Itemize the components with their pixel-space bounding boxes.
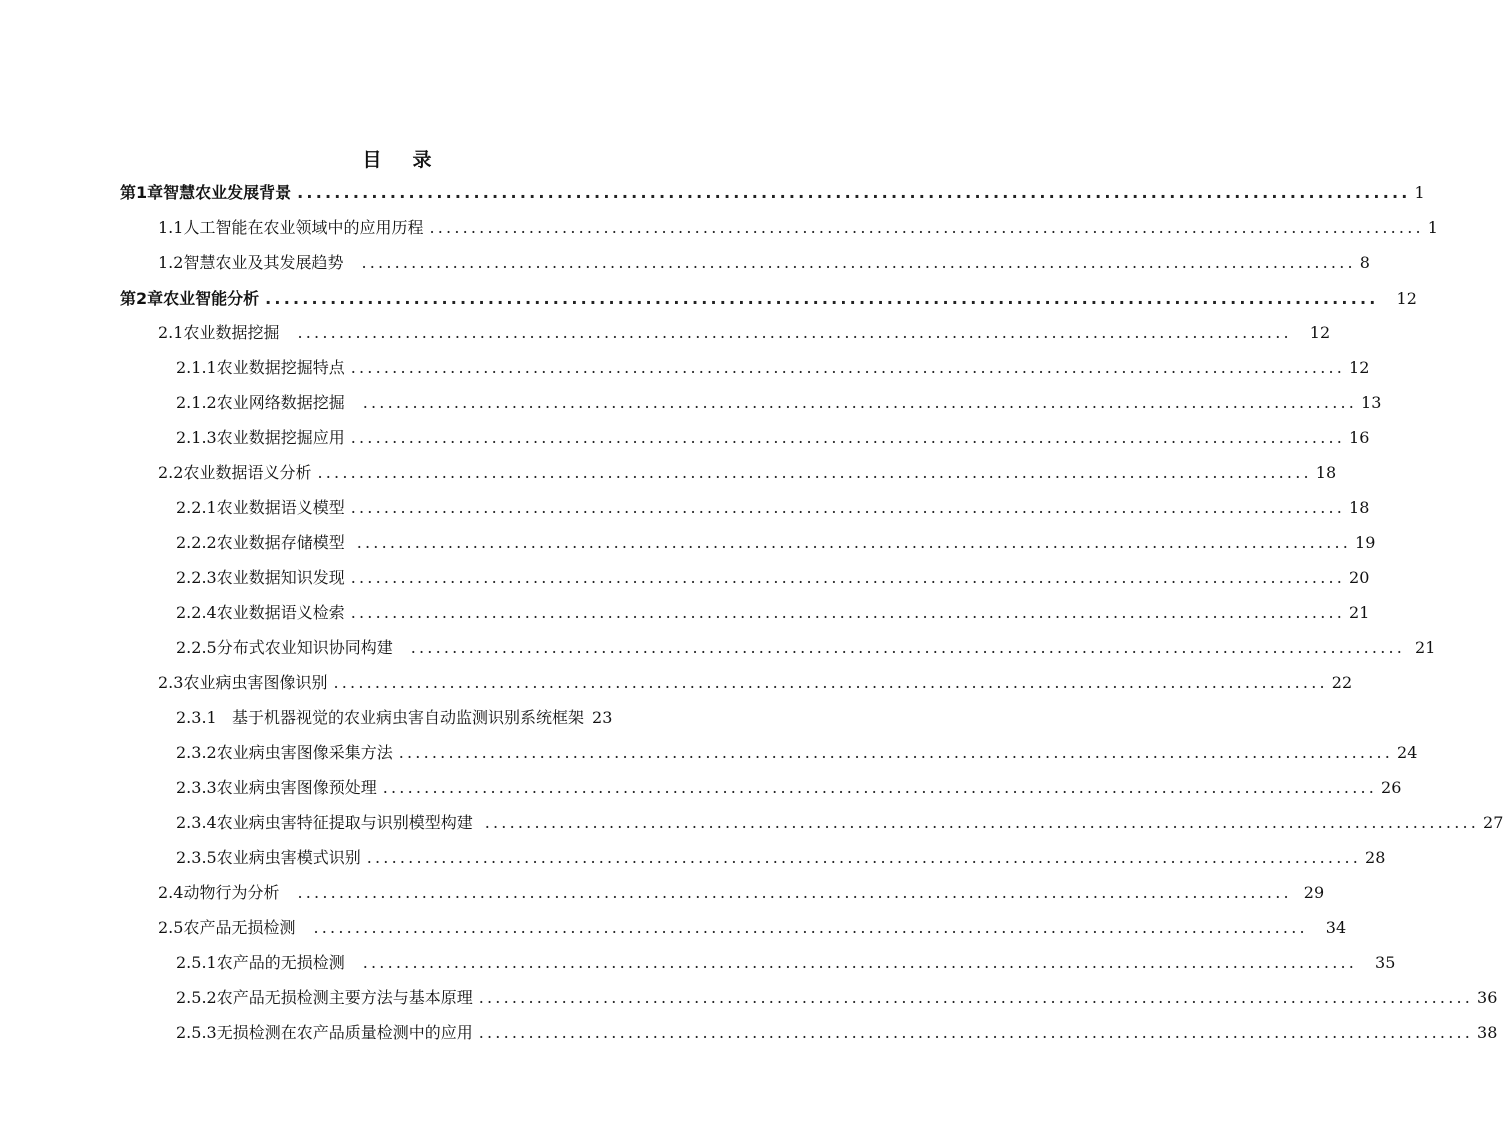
toc-leader-dots: ........................................................................................................................	[297, 883, 1292, 902]
toc-entry-number: 2.3.1	[176, 708, 217, 727]
toc-entry-number: 2.3.4	[176, 813, 217, 832]
toc-leader-dots: ........................................................................................................................	[350, 568, 1346, 587]
toc-entry-title: 农业数据挖掘	[183, 323, 280, 342]
toc-entry-page: 1	[1414, 183, 1425, 202]
toc-leader-dots: ........................................................................................................................	[265, 289, 1379, 308]
toc-leader-dots: ........................................................................................................................	[297, 323, 1292, 342]
toc-entry-page: 21	[1415, 638, 1436, 657]
toc-entry[interactable]	[158, 320, 1331, 344]
toc-entry[interactable]	[176, 740, 1418, 764]
toc-entry[interactable]	[176, 425, 1370, 449]
toc-leader-dots: ........................................................................................................................	[297, 183, 1411, 202]
toc-entry[interactable]	[158, 250, 1370, 274]
toc-entry-number: 2.2.5	[176, 638, 217, 657]
toc-leader-dots: ........................................................................................................................	[362, 953, 1358, 972]
toc-entry-number: 2.1.2	[176, 393, 217, 412]
toc-entry-title: 分布式农业知识协同构建	[216, 638, 393, 657]
toc-leader-dots: ........................................................................................................................	[361, 253, 1356, 272]
toc-entry-page: 20	[1349, 568, 1370, 587]
toc-entry[interactable]	[176, 355, 1370, 379]
toc-entry-title: 农业数据知识发现	[216, 568, 345, 587]
toc-entry-number: 2.5.1	[176, 953, 217, 972]
toc-leader-dots: ........................................................................................................................	[478, 988, 1474, 1007]
toc-entry-number: 2.3.2	[176, 743, 217, 762]
toc-leader-dots: ........................................................................................................................	[478, 1023, 1474, 1042]
toc-entry[interactable]	[176, 705, 678, 729]
toc-entry-page: 12	[1349, 358, 1370, 377]
toc-entry-page: 18	[1315, 463, 1337, 482]
toc-entry-page: 27	[1483, 813, 1503, 832]
toc-entry-title: 农产品无损检测主要方法与基本原理	[216, 988, 473, 1007]
toc-leader-dots: ........................................................................................................................	[317, 463, 1312, 482]
toc-entry-number: 2.2.4	[176, 603, 217, 622]
toc-entry[interactable]	[176, 985, 1498, 1009]
toc-entry-number: 2.3.5	[176, 848, 217, 867]
toc-entry[interactable]	[158, 915, 1347, 939]
toc-entry[interactable]	[120, 180, 1425, 204]
toc-entry-number: 第2章	[120, 289, 164, 308]
toc-entry-title: 农业数据存储模型	[216, 533, 345, 552]
toc-entry-title: 农业病虫害模式识别	[216, 848, 361, 867]
page-title-part1: 目	[362, 149, 383, 171]
toc-entry-title: 农业病虫害图像预处理	[216, 778, 377, 797]
toc-leader-dots: ........................................................................................................................	[362, 393, 1358, 412]
toc-entry-page: 24	[1397, 743, 1418, 762]
toc-entry-page: 34	[1325, 918, 1347, 937]
toc-entry-number: 2.5.2	[176, 988, 217, 1007]
toc-leader-dots: ........................................................................................................................	[356, 533, 1352, 552]
toc-entry[interactable]	[176, 390, 1382, 414]
toc-entry-number: 2.4	[158, 883, 184, 902]
toc-leader-dots: ........................................................................................................................	[350, 498, 1346, 517]
toc-entry[interactable]	[158, 215, 1438, 239]
toc-leader-dots: ........................................................................................................................	[313, 918, 1308, 937]
toc-entry-page: 22	[1331, 673, 1353, 692]
toc-leader-dots: ........................................................................................................................	[429, 218, 1424, 237]
toc-entry[interactable]	[176, 950, 1396, 974]
toc-entry[interactable]	[158, 670, 1353, 694]
toc-entry[interactable]	[176, 775, 1402, 799]
toc-leader-dots: ........................................................................................................................	[366, 848, 1362, 867]
toc-entry-number: 2.1.1	[176, 358, 217, 377]
toc-leader-dots: ........................................................................................................................	[350, 358, 1346, 377]
toc-entry-page: 38	[1477, 1023, 1498, 1042]
toc-entry-page: 1	[1427, 218, 1438, 237]
toc-entry-title: 农业智能分析	[163, 289, 260, 308]
toc-entry-title: 人工智能在农业领域中的应用历程	[183, 218, 424, 237]
toc-entry[interactable]	[176, 530, 1376, 554]
toc-entry[interactable]	[176, 635, 1436, 659]
toc-entry-page: 8	[1359, 253, 1370, 272]
toc-leader-dots: ........................................................................................................................	[350, 603, 1346, 622]
toc-entry-page: 19	[1355, 533, 1376, 552]
toc-leader-dots: ........................................................................................................................	[410, 638, 1406, 657]
toc-entry-number: 2.5	[158, 918, 184, 937]
toc-entry-title: 农业数据语义模型	[216, 498, 345, 517]
toc-entry-page: 21	[1349, 603, 1370, 622]
toc-entry[interactable]	[176, 495, 1370, 519]
toc-entry-number: 1.1	[158, 218, 184, 237]
toc-entry-title: 无损检测在农产品质量检测中的应用	[216, 1023, 473, 1042]
toc-entry-page: 29	[1303, 883, 1325, 902]
toc-entry-number: 2.3.3	[176, 778, 217, 797]
toc-entry-page: 23	[592, 708, 613, 727]
toc-entry[interactable]	[120, 286, 1417, 310]
toc-entry[interactable]	[176, 600, 1370, 624]
toc-entry-page: 12	[1309, 323, 1331, 342]
toc-entry-title: 农业网络数据挖掘	[216, 393, 345, 412]
toc-entry[interactable]	[158, 460, 1337, 484]
toc-entry-page: 28	[1365, 848, 1386, 867]
toc-entry-page: 35	[1375, 953, 1396, 972]
toc-entry-number: 2.5.3	[176, 1023, 217, 1042]
toc-entry-title: 基于机器视觉的农业病虫害自动监测识别系统框架	[232, 708, 585, 727]
toc-entry-title: 智慧农业发展背景	[163, 183, 292, 202]
toc-entry-number: 2.3	[158, 673, 184, 692]
toc-leader-dots: ........................................................................................................................	[398, 743, 1394, 762]
toc-entry[interactable]	[176, 845, 1386, 869]
toc-entry-title: 农业数据语义分析	[183, 463, 312, 482]
toc-entry-title: 农业数据挖掘特点	[216, 358, 345, 377]
toc-entry-number: 2.1.3	[176, 428, 217, 447]
toc-entry-number: 2.2.1	[176, 498, 217, 517]
toc-entry-page: 36	[1477, 988, 1498, 1007]
toc-entry-title: 农产品的无损检测	[216, 953, 345, 972]
toc-leader-dots: ........................................................................................................................	[350, 428, 1346, 447]
toc-entry-title: 农业数据挖掘应用	[216, 428, 345, 447]
toc-leader-dots: ........................................................................................................................	[484, 813, 1480, 832]
toc-entry-title: 农业病虫害特征提取与识别模型构建	[216, 813, 473, 832]
toc-entry[interactable]	[176, 1020, 1498, 1044]
toc-entry-title: 智慧农业及其发展趋势	[183, 253, 344, 272]
toc-entry-page: 18	[1349, 498, 1370, 517]
toc-entry-number: 2.2.3	[176, 568, 217, 587]
toc-entry-number: 2.1	[158, 323, 184, 342]
toc-entry-title: 农业病虫害图像采集方法	[216, 743, 393, 762]
toc-entry[interactable]	[158, 880, 1325, 904]
page-title-part2: 录	[412, 149, 433, 171]
toc-entry[interactable]	[176, 565, 1370, 589]
toc-entry-title: 农业病虫害图像识别	[183, 673, 328, 692]
toc-entry-page: 12	[1396, 289, 1417, 308]
toc-entry-page: 26	[1381, 778, 1402, 797]
toc-entry-number: 第1章	[120, 183, 164, 202]
toc-entry[interactable]	[176, 810, 1503, 834]
page-title	[0, 145, 795, 172]
toc-entry-title: 农产品无损检测	[183, 918, 296, 937]
toc-entry-title: 农业数据语义检索	[216, 603, 345, 622]
toc-entry-title: 动物行为分析	[183, 883, 280, 902]
toc-entry-number: 1.2	[158, 253, 184, 272]
toc-entry-number: 2.2	[158, 463, 184, 482]
toc-leader-dots: ........................................................................................................................	[382, 778, 1378, 797]
toc-entry-number: 2.2.2	[176, 533, 217, 552]
toc-entry-page: 13	[1361, 393, 1382, 412]
toc-leader-dots: ........................................................................................................................	[333, 673, 1328, 692]
toc-entry-page: 16	[1349, 428, 1370, 447]
